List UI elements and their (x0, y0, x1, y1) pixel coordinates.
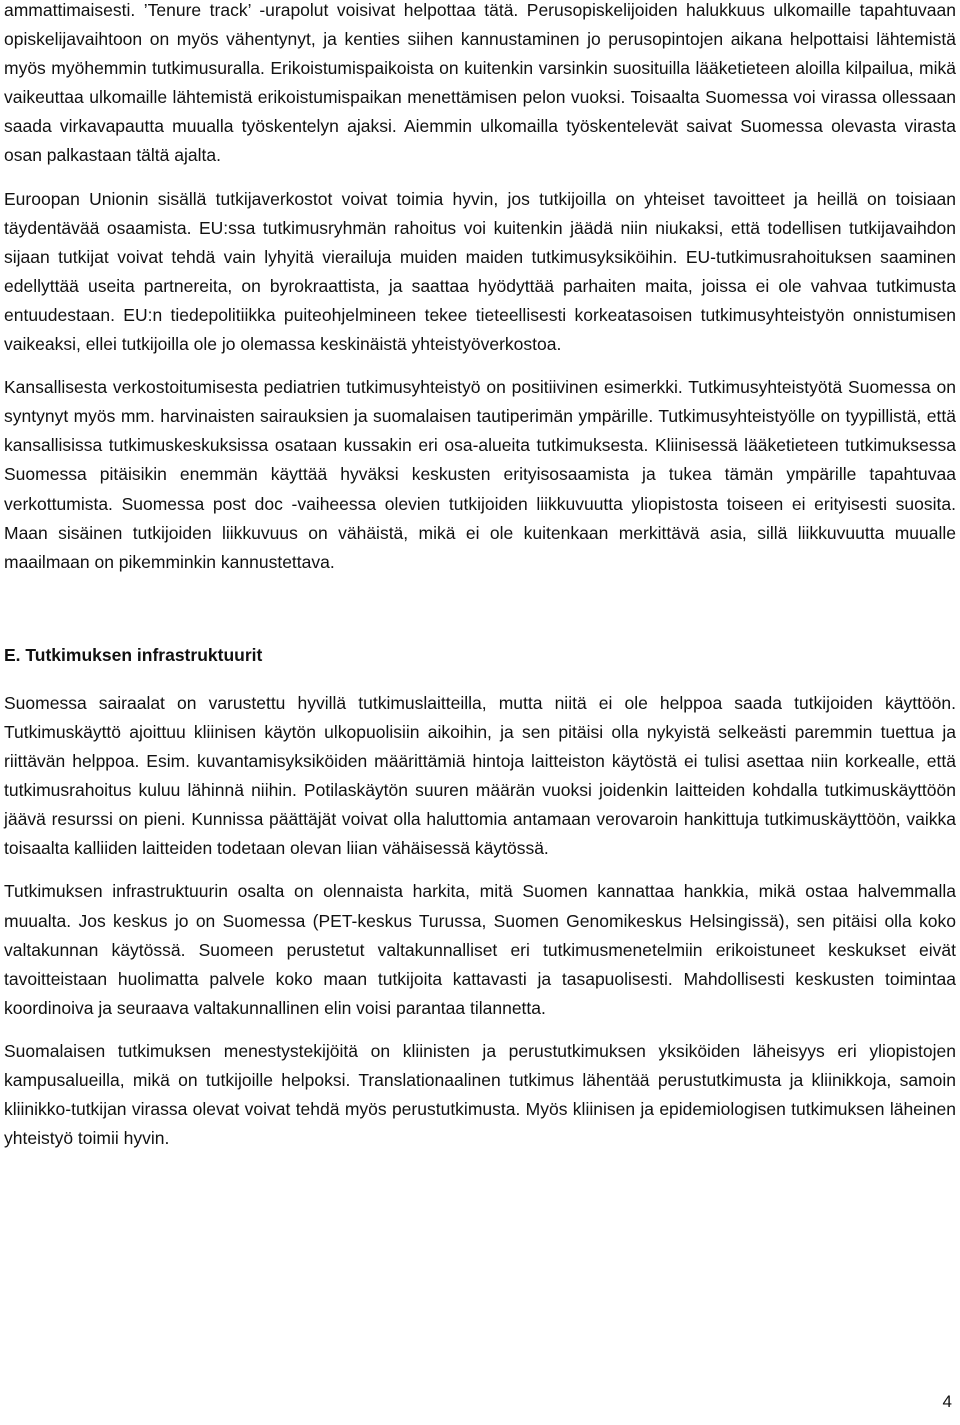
paragraph-infrastructure-planning: Tutkimuksen infrastruktuurin osalta on olennaista harkita, mitä Suomen kannattaa hankkia, mikä ostaa halvemmalla muualta. Jos keskus jo on Suomessa (PET-keskus Turussa, Suomen Genomikeskus Helsingissä), sen pitäisi olla koko valtakunnan käytössä. Suomeen perustetut valtakunnalliset eri tutkimusmenetelmiin erikoistuneet keskukset eivät tavoitteistaan huolimatta palvele koko maan tutkijoita kattavasti ja tasapuolisesti. Mahdollisesti keskusten toimintaa koordinoiva ja seuraava valtakunnallinen elin voisi parantaa tilannetta. (4, 881, 956, 1018)
paragraph-eu-networks: Euroopan Unionin sisällä tutkijaverkostot voivat toimia hyvin, jos tutkijoilla on yhteiset tavoitteet ja heillä on toisiaan täydentävää osaamista. EU:ssa tutkimusryhmän rahoitus voi kuitenkin jäädä niin niukaksi, että todellisen tutkijavaihdon sijaan tutkijat voivat tehdä vain lyhyitä vierailuja muiden maiden tutkimusyksiköihin. EU-tutkimusrahoituksen saaminen edellyttää useita partnereita, on byrokraattista, ja saattaa hyödyttää parhaiten maita, joissa ei ole vahvaa tutkimusta entuudestaan. EU:n tiedepolitiikka puiteohjelmineen tekee tieteellisesti korkeatasoisen tutkimusyhteistyön onnistumisen vaikeaksi, ellei tutkijoilla ole jo olemassa keskinäistä yhteistyöverkostoa. (4, 188, 956, 355)
paragraph-national-networking: Kansallisesta verkostoitumisesta pediatrien tutkimusyhteistyö on positiivinen esimerkki. Tutkimusyhteistyötä Suomessa on syntynyt myös mm. harvinaisten sairauksien ja suomalaisen tautiperimän ympärille. Tutkimusyhteistyölle on tyypillistä, että kansallisissa tutkimuskeskuksissa osataan kussakin eri osa-alueita tutkimuksesta. Kliinisessä lääketieteen tutkimuksessa Suomessa pitäisikin enemmän käyttää hyväksi keskusten erityisosaamista ja tukea tämän ympärille tapahtuvaa verkottumista. Suomessa post doc -vaiheessa olevien tutkijoiden liikkuvuutta yliopistosta toiseen ei erityisesti suosita. Maan sisäinen tutkijoiden liikkuvuus on vähäistä, mikä ei ole kuitenkaan merkittävä asia, sillä liikkuvuutta muualle maailmaan on pikemminkin kannustettava. (4, 377, 956, 572)
document-page (4, 0, 956, 1153)
section-heading: E. Tutkimuksen infrastruktuurit (4, 644, 263, 665)
paragraph-hospital-equipment: Suomessa sairaalat on varustettu hyvillä tutkimuslaitteilla, mutta niitä ei ole helppoa saada tutkijoiden käyttöön. Tutkimuskäyttö ajoittuu kliinisen käytön ulkopuolisiin aikoihin, ja sen pitäisi olla nykyistä selkeästi paremmin tuettua ja riittävän helppoa. Esim. kuvantamisyksiköiden määrittämiä hintoja laitteiston käytöstä ei tulisi asettaa niin korkealle, että tutkimusrahoitus kuluu lähinnä niihin. Potilaskäytön suuren määrän vuoksi joidenkin laitteiden kohdalla tutkimuskäyttöön jäävä resurssi on pieni. Kunnissa päättäjät voivat olla haluttomia antamaan verovaroin hankittuja tutkimuskäyttöön, vaikka toisaalta kalliiden laitteiden todetaan olevan liian vähäisessä käytössä. (4, 692, 956, 859)
paragraph-researcher-mobility: ammattimaisesti. ’Tenure track’ -urapolut voisivat helpottaa tätä. Perusopiskelijoiden halukkuus ulkomaille tapahtuvaan opiskelijavaihtoon on myös vähentynyt, ja kenties siihen kannustaminen jo perusopintojen aikana helpottaisi lähtemistä myös myöhemmin tutkimusuralla. Erikoistumispaikoista on kuitenkin varsinkin suosituilla lääketieteen aloilla kilpailua, mikä vaikeuttaa ulkomaille lähtemistä erikoistumispaikan menettämisen pelon vuoksi. Toisaalta Suomessa voi virassa ollessaan saada virkavapautta muualla työskentelyn ajaksi. Aiemmin ulkomailla työskentelevät saivat Suomessa olevasta virasta osan palkastaan tältä ajalta. (4, 0, 956, 166)
paragraph-success-factors: Suomalaisen tutkimuksen menestystekijöitä on kliinisten ja perustutkimuksen yksiköiden läheisyys eri yliopistojen kampusalueilla, mikä on tutkijoille helpoksi. Translationaalinen tutkimus lähentää perustutkimusta ja kliinikkoja, samoin kliinikko-tutkijan virassa olevat voivat tehdä myös perustutkimusta. Myös kliinisen ja epidemiologisen tutkimuksen läheinen yhteistyö toimii hyvin. (4, 1040, 956, 1149)
page-number: 4 (942, 1392, 952, 1411)
